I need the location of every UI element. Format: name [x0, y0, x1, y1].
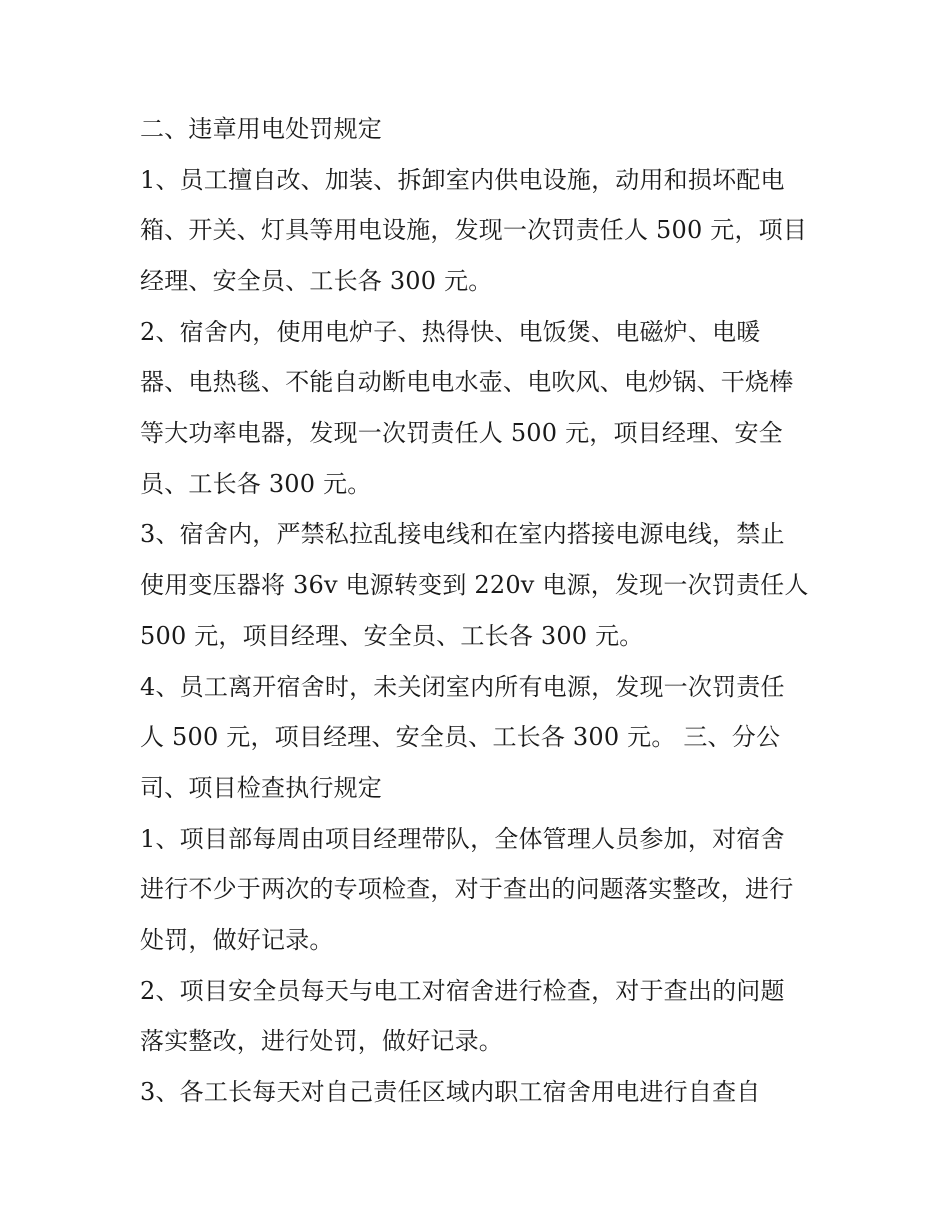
- text-line: 司、项目检查执行规定: [140, 774, 382, 802]
- text-line: 500 元，项目经理、安全员、工长各 300 元。: [140, 622, 644, 650]
- text-line: 1、项目部每周由项目经理带队，全体管理人员参加，对宿舍: [140, 825, 785, 853]
- text-line: 1、员工擅自改、加装、拆卸室内供电设施，动用和损坏配电: [140, 166, 785, 194]
- text-line: 落实整改，进行处罚，做好记录。: [140, 1027, 503, 1055]
- text-line: 3、宿舍内，严禁私拉乱接电线和在室内搭接电源电线，禁止: [140, 520, 785, 548]
- text-line: 等大功率电器，发现一次罚责任人 500 元，项目经理、安全: [140, 419, 783, 447]
- text-line: 使用变压器将 36v 电源转变到 220v 电源，发现一次罚责任人: [140, 571, 809, 599]
- text-line: 箱、开关、灯具等用电设施，发现一次罚责任人 500 元，项目: [140, 216, 808, 244]
- text-line: 进行不少于两次的专项检查，对于查出的问题落实整改，进行: [140, 875, 794, 903]
- text-line: 3、各工长每天对自己责任区域内职工宿舍用电进行自查自: [140, 1078, 761, 1106]
- text-line: 人 500 元，项目经理、安全员、工长各 300 元。 三、分公: [140, 723, 781, 751]
- text-line: 处罚，做好记录。: [140, 926, 334, 954]
- text-line: 器、电热毯、不能自动断电电水壶、电吹风、电炒锅、干烧棒: [140, 368, 794, 396]
- section-heading-2: 二、违章用电处罚规定: [140, 115, 382, 143]
- text-line: 2、宿舍内，使用电炉子、热得快、电饭煲、电磁炉、电暖: [140, 318, 761, 346]
- text-line: 2、项目安全员每天与电工对宿舍进行检查，对于查出的问题: [140, 977, 785, 1005]
- text-line: 员、工长各 300 元。: [140, 470, 372, 498]
- text-line: 经理、安全员、工长各 300 元。: [140, 267, 493, 295]
- text-line: 4、员工离开宿舍时，未关闭室内所有电源，发现一次罚责任: [140, 673, 785, 701]
